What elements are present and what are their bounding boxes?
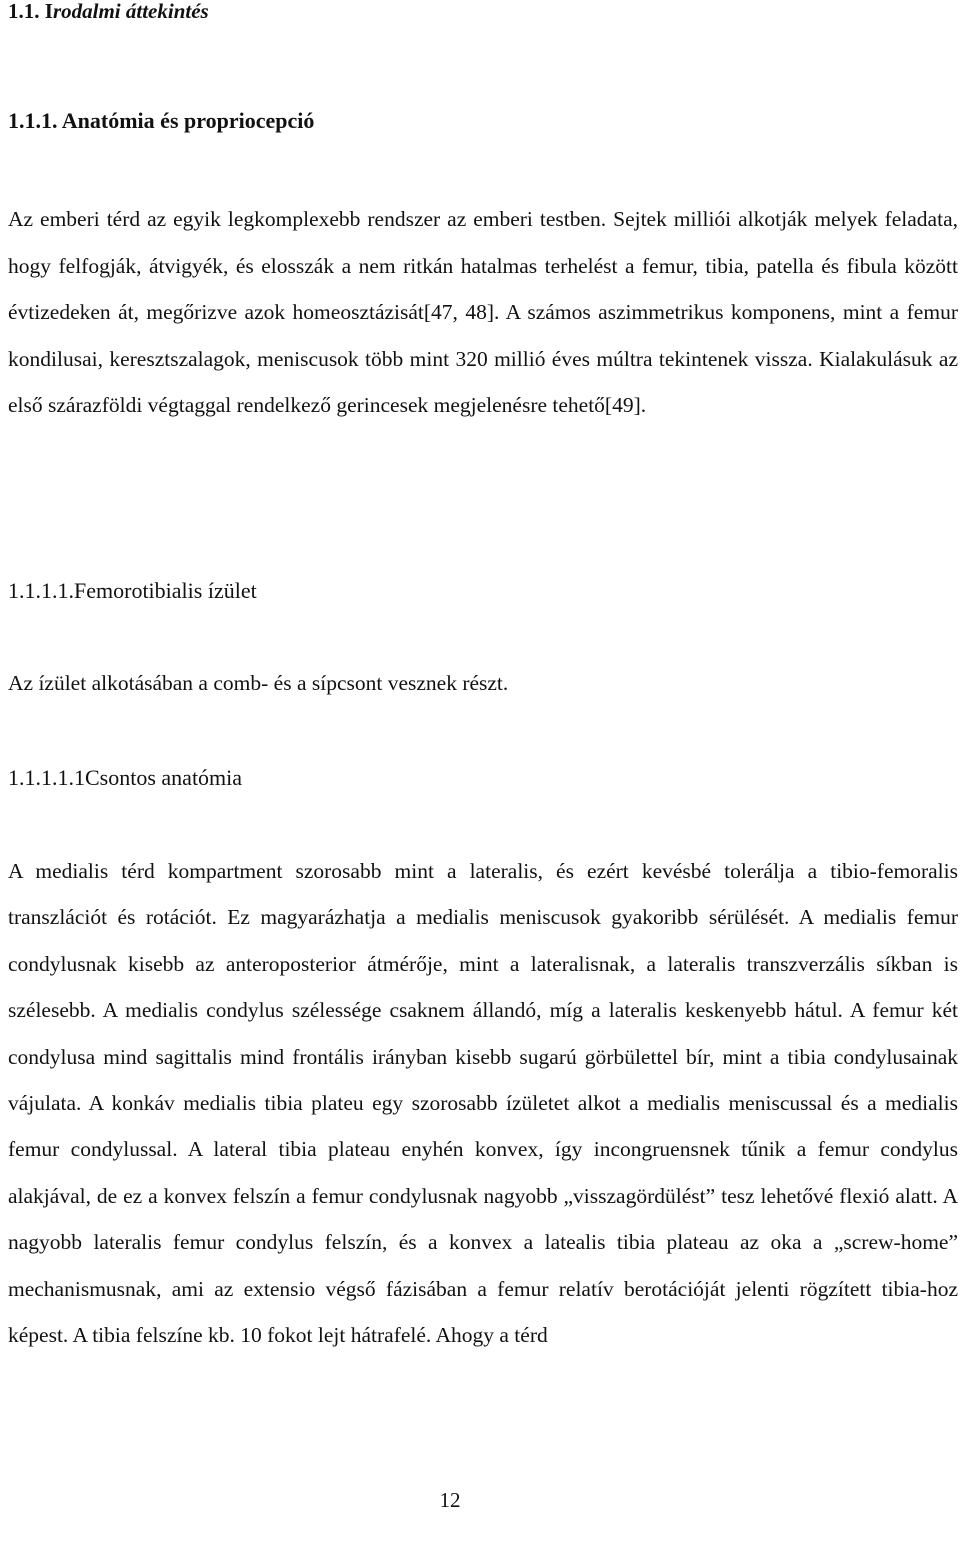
section-heading	[8, 0, 209, 23]
joint-paragraph: Az ízület alkotásában a comb- és a sípcsont vesznek részt.	[8, 671, 509, 695]
subsubsubsection-heading: 1.1.1.1.1Csontos anatómia	[8, 765, 243, 790]
subsubsection-heading: 1.1.1.1.Femorotibialis ízület	[8, 578, 257, 603]
section-number: 1.1. I	[8, 0, 53, 23]
section-title: rodalmi áttekintés	[52, 0, 209, 23]
page-number: 12	[439, 1488, 461, 1512]
subsection-heading: 1.1.1. Anatómia és propriocepció	[8, 108, 315, 133]
bone-anatomy-paragraph: A medialis térd kompartment szorosabb mint a lateralis, és ezért kevésbé tolerálja a tibio-femoralis transzlációt és rotációt. Ez magyarázhatja a medialis meniscusok gyakoribb sérülését. A medialis femur condylusnak kisebb az anteroposterior átmérője, mint a lateralisnak, a lateralis transzverzális síkban is szélesebb. A medialis condylus szélessége csaknem állandó, míg a lateralis keskenyebb hátul. A femur két condylusa mind sagittalis mind frontális irányban kisebb sugarú görbülettel bír, mint a tibia condylusainak vájulata. A konkáv medialis tibia plateu egy szorosabb ízületet alkot a medialis meniscussal és a medialis femur condylussal. A lateral tibia plateau enyhén konvex, így incongruensnek tűnik a femur condylus alakjával, de ez a konvex felszín a femur condylusnak nagyobb „visszagördülést” tesz lehetővé flexió alatt. A nagyobb lateralis femur condylus felszín, és a konvex a latealis tibia plateau az oka a „screw-home” mechanismusnak, ami az extensio végső fázisában a femur relatív berotációját jelenti rögzített tibia-hoz képest. A tibia felszíne kb. 10 fokot lejt hátrafelé. Ahogy a térd	[8, 859, 958, 1348]
intro-paragraph: Az emberi térd az egyik legkomplexebb rendszer az emberi testben. Sejtek milliói alkotják melyek feladata, hogy felfogják, átvigyék, és elosszák a nem ritkán hatalmas terhelést a femur, tibia, patella és fibula között évtizedeken át, megőrizve azok homeosztázisát[47, 48]. A számos aszimmetrikus komponens, mint a femur kondilusai, keresztszalagok, meniscusok több mint 320 millió éves múltra tekintenek vissza. Kialakulásuk az első szárazföldi végtaggal rendelkező gerincesek megjelenésre tehető[49].	[8, 207, 958, 417]
